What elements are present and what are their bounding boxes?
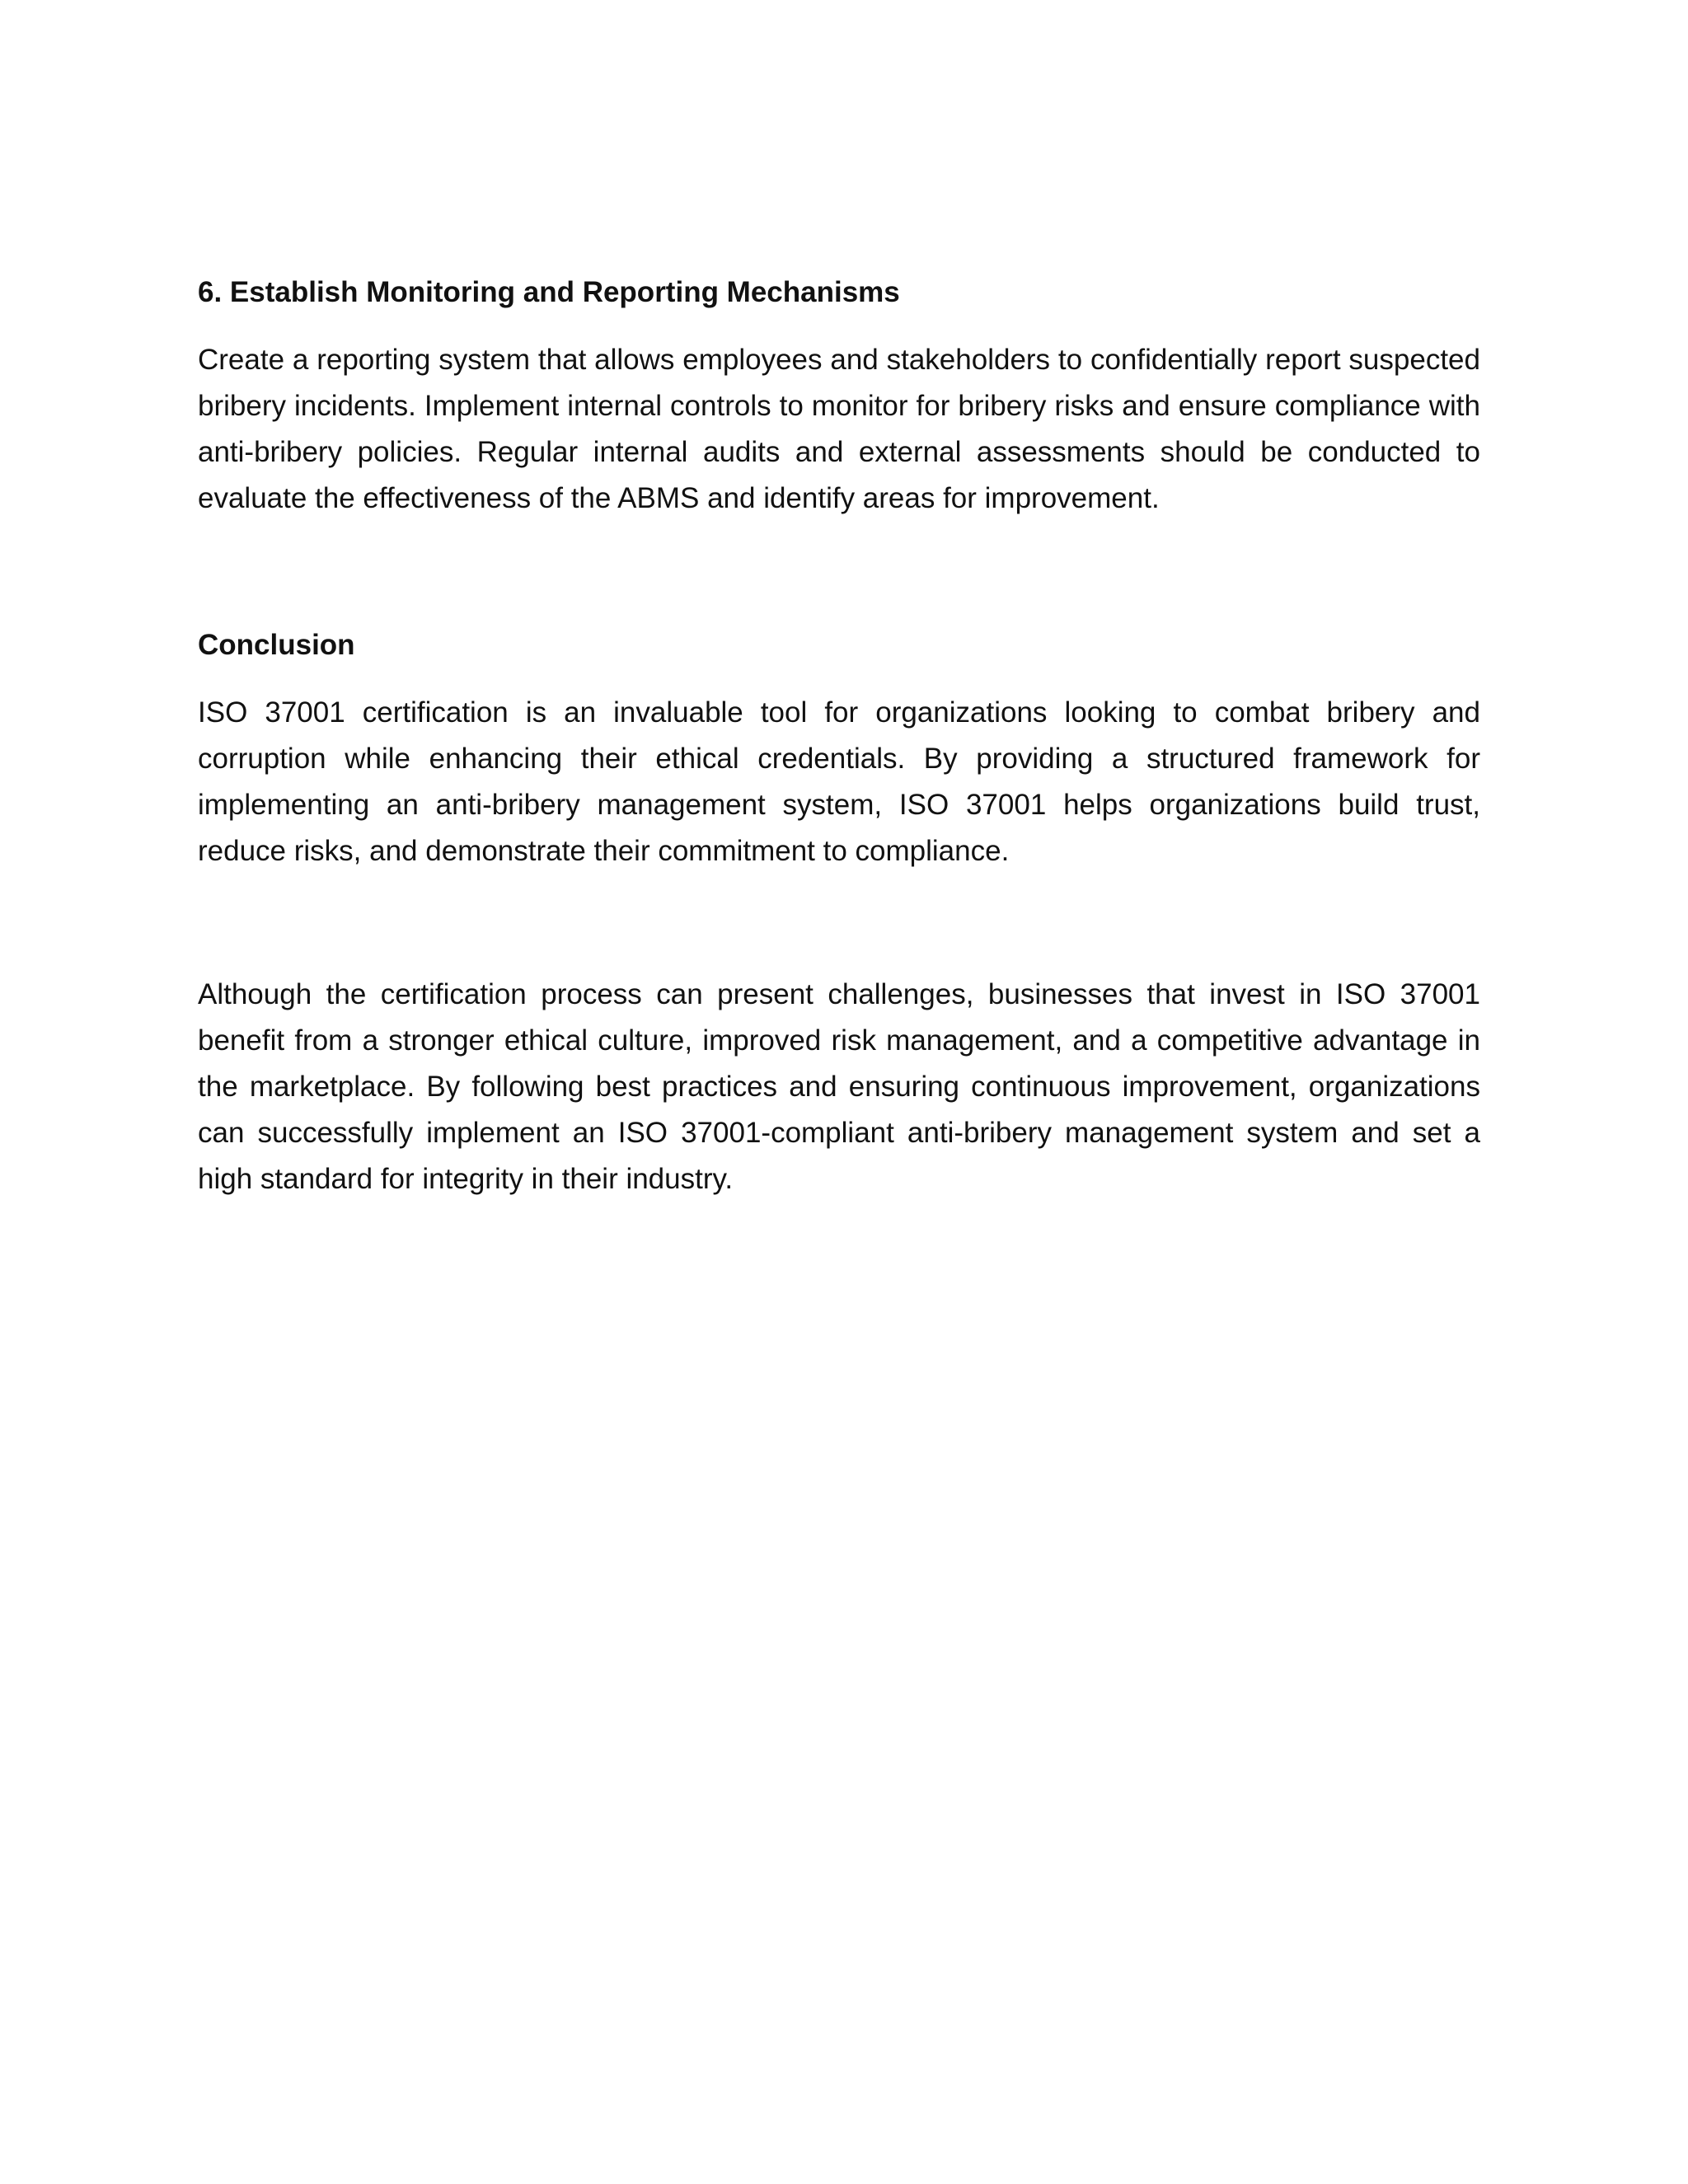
paragraph-conclusion-summary: ISO 37001 certification is an invaluable tool for organizations looking to combat bribery and corruption while enhancing their ethical credentials. By providing a structured framework for implementing an anti-bribery management system, ISO 37001 helps organizations build trust, reduce risks, and demonstrate their commitment to compliance.: [198, 696, 1480, 867]
section-heading-monitoring: 6. Establish Monitoring and Reporting Mechanisms: [198, 276, 900, 308]
section-heading-conclusion: Conclusion: [198, 629, 355, 661]
paragraph-monitoring: Create a reporting system that allows employees and stakeholders to confidentially report suspected bribery incidents. Implement internal controls to monitor for bribery risks and ensure compliance with anti-bribery policies. Regular internal audits and external assessments should be conducted to evaluate the effectiveness of the ABMS and identify areas for improvement.: [198, 344, 1480, 514]
paragraph-conclusion-benefits: Although the certification process can present challenges, businesses that invest in ISO 37001 benefit from a stronger ethical culture, improved risk management, and a competitive advantage in the marketplace. By following best practices and ensuring continuous improvement, organizations can successfully implement an ISO 37001-compliant anti-bribery management system and set a high standard for integrity in their industry.: [198, 978, 1480, 1195]
document-body: [198, 274, 1480, 1202]
